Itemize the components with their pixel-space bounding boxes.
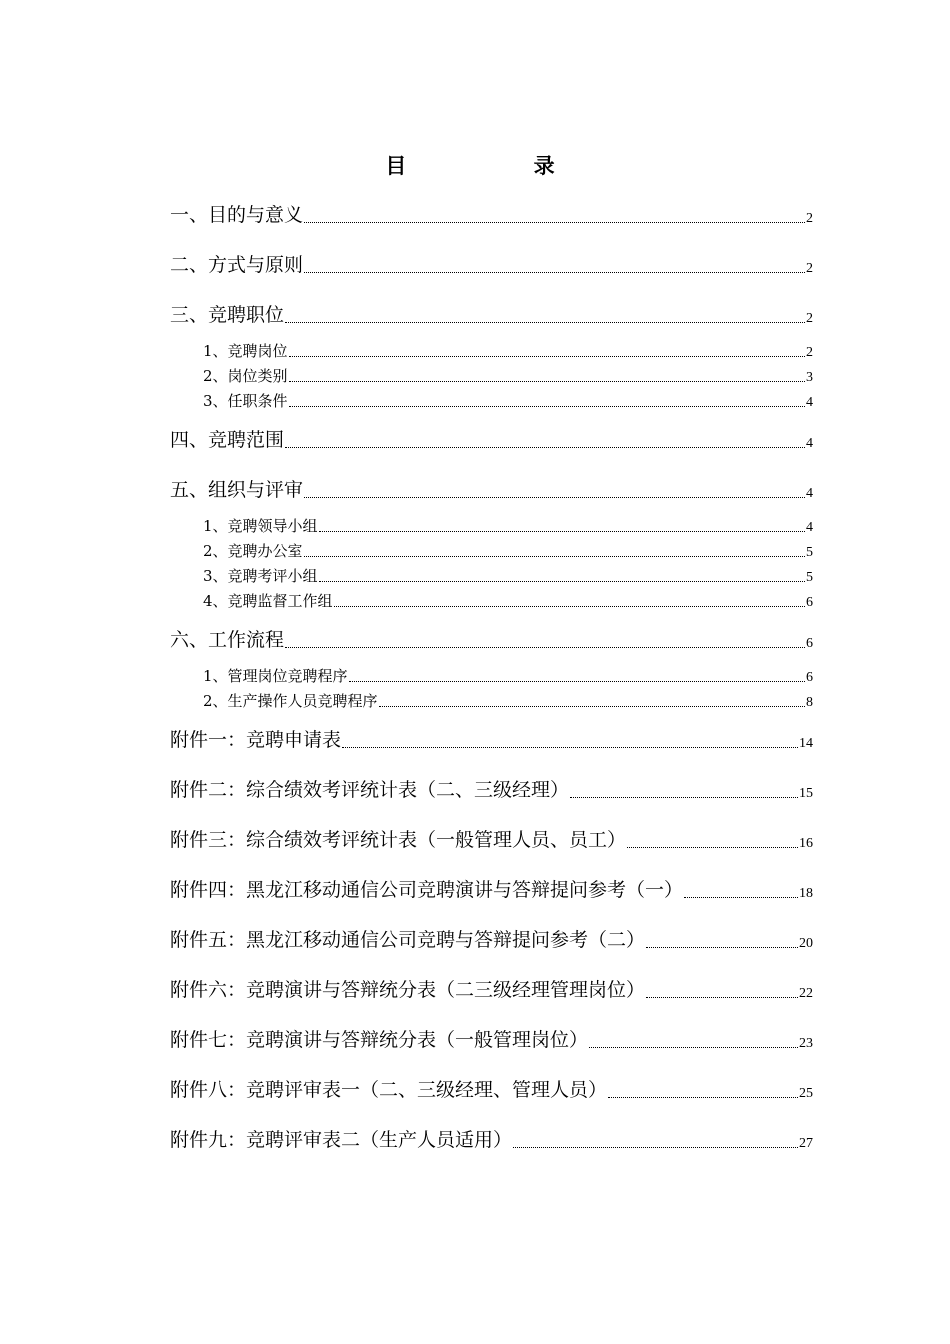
toc-entry-label: 附件七：竞聘演讲与答辩统分表（一般管理岗位） bbox=[170, 1029, 589, 1051]
toc-entry[interactable] bbox=[203, 590, 813, 611]
toc-page-number: 22 bbox=[799, 986, 813, 1001]
toc-entry-label: 附件五：黑龙江移动通信公司竞聘与答辩提问参考（二） bbox=[170, 929, 646, 951]
toc-entry-label: 附件六：竞聘演讲与答辩统分表（二三级经理管理岗位） bbox=[170, 979, 646, 1001]
toc-page-number: 25 bbox=[799, 1086, 813, 1101]
toc-entry-label: 附件一：竞聘申请表 bbox=[170, 729, 342, 751]
toc-dot-leader bbox=[319, 531, 805, 532]
toc-entry[interactable] bbox=[170, 925, 813, 952]
toc-dot-leader bbox=[285, 647, 805, 648]
toc-dot-leader bbox=[646, 947, 798, 948]
toc-entry[interactable] bbox=[170, 250, 813, 277]
toc-entry[interactable] bbox=[170, 475, 813, 502]
toc-dot-leader bbox=[334, 606, 805, 607]
toc-page-number: 6 bbox=[806, 636, 813, 651]
toc-entry[interactable] bbox=[203, 365, 813, 386]
toc-page-number: 2 bbox=[806, 261, 813, 276]
toc-entry[interactable] bbox=[170, 200, 813, 227]
toc-page-number: 5 bbox=[806, 545, 813, 560]
toc-page-number: 2 bbox=[806, 345, 813, 360]
toc-entry[interactable] bbox=[203, 565, 813, 586]
toc-dot-leader bbox=[627, 847, 798, 848]
toc-entry[interactable] bbox=[170, 725, 813, 752]
toc-entry[interactable] bbox=[170, 825, 813, 852]
toc-page-number: 4 bbox=[806, 486, 813, 501]
toc-dot-leader bbox=[570, 797, 798, 798]
toc-entry-label: 四、竞聘范围 bbox=[170, 429, 285, 451]
toc-entry[interactable] bbox=[170, 1025, 813, 1052]
toc-dot-leader bbox=[304, 272, 805, 273]
toc-page-number: 27 bbox=[799, 1136, 813, 1151]
toc-dot-leader bbox=[289, 381, 805, 382]
toc-dot-leader bbox=[285, 447, 805, 448]
toc-entry-label: 1、管理岗位竞聘程序 bbox=[203, 667, 348, 685]
toc-page-number: 8 bbox=[806, 695, 813, 710]
toc-page-number: 20 bbox=[799, 936, 813, 951]
toc-entry[interactable] bbox=[170, 625, 813, 652]
toc-dot-leader bbox=[289, 406, 805, 407]
toc-dot-leader bbox=[684, 897, 798, 898]
toc-entry-label: 1、竞聘岗位 bbox=[203, 342, 288, 360]
toc-entry[interactable] bbox=[170, 1125, 813, 1152]
toc-page-number: 6 bbox=[806, 670, 813, 685]
toc-entry[interactable] bbox=[170, 875, 813, 902]
toc-dot-leader bbox=[349, 681, 805, 682]
toc-dot-leader bbox=[589, 1047, 798, 1048]
toc-dot-leader bbox=[304, 556, 805, 557]
toc-entry-label: 二、方式与原则 bbox=[170, 254, 304, 276]
toc-entry[interactable] bbox=[203, 540, 813, 561]
toc-entry[interactable] bbox=[170, 425, 813, 452]
toc-entry-label: 2、竞聘办公室 bbox=[203, 542, 303, 560]
toc-page-number: 6 bbox=[806, 595, 813, 610]
toc-dot-leader bbox=[513, 1147, 798, 1148]
toc-page-number: 3 bbox=[806, 370, 813, 385]
toc-page-number: 4 bbox=[806, 395, 813, 410]
toc-page-number: 4 bbox=[806, 520, 813, 535]
toc-entry-label: 六、工作流程 bbox=[170, 629, 285, 651]
toc-page-number: 2 bbox=[806, 311, 813, 326]
toc-dot-leader bbox=[304, 497, 805, 498]
toc-entry-label: 附件八：竞聘评审表一（二、三级经理、管理人员） bbox=[170, 1079, 608, 1101]
toc-entry[interactable] bbox=[203, 665, 813, 686]
toc-entry[interactable] bbox=[170, 775, 813, 802]
toc-entry-label: 三、竞聘职位 bbox=[170, 304, 285, 326]
toc-page-number: 16 bbox=[799, 836, 813, 851]
toc-title: 目 录 bbox=[385, 153, 615, 178]
toc-dot-leader bbox=[342, 747, 798, 748]
toc-dot-leader bbox=[608, 1097, 798, 1098]
toc-entry-label: 2、生产操作人员竞聘程序 bbox=[203, 692, 378, 710]
toc-dot-leader bbox=[379, 706, 805, 707]
toc-entry[interactable] bbox=[170, 300, 813, 327]
toc-entry[interactable] bbox=[203, 690, 813, 711]
toc-entry-label: 五、组织与评审 bbox=[170, 479, 304, 501]
toc-entry-label: 2、岗位类别 bbox=[203, 367, 288, 385]
toc-entry-label: 一、目的与意义 bbox=[170, 204, 304, 226]
toc-entry[interactable] bbox=[170, 975, 813, 1002]
toc-page-number: 23 bbox=[799, 1036, 813, 1051]
toc-entry[interactable] bbox=[170, 1075, 813, 1102]
toc-entry-label: 附件二：综合绩效考评统计表（二、三级经理） bbox=[170, 779, 570, 801]
toc-page-number: 14 bbox=[799, 736, 813, 751]
toc-entry[interactable] bbox=[203, 340, 813, 361]
toc-page-number: 4 bbox=[806, 436, 813, 451]
toc-dot-leader bbox=[285, 322, 805, 323]
toc-entry[interactable] bbox=[203, 390, 813, 411]
toc-entry-label: 3、任职条件 bbox=[203, 392, 288, 410]
toc-entry[interactable] bbox=[203, 515, 813, 536]
toc-dot-leader bbox=[289, 356, 805, 357]
toc-entry-label: 1、竞聘领导小组 bbox=[203, 517, 318, 535]
toc-page-number: 15 bbox=[799, 786, 813, 801]
toc-entry-label: 附件四：黑龙江移动通信公司竞聘演讲与答辩提问参考（一） bbox=[170, 879, 684, 901]
toc-dot-leader bbox=[646, 997, 798, 998]
toc-page-number: 2 bbox=[806, 211, 813, 226]
toc-entry-label: 附件九：竞聘评审表二（生产人员适用） bbox=[170, 1129, 513, 1151]
toc-page-number: 5 bbox=[806, 570, 813, 585]
toc-dot-leader bbox=[304, 222, 805, 223]
toc-entry-label: 4、竞聘监督工作组 bbox=[203, 592, 333, 610]
toc-entry-label: 附件三：综合绩效考评统计表（一般管理人员、员工） bbox=[170, 829, 627, 851]
toc-dot-leader bbox=[319, 581, 805, 582]
toc-entry-label: 3、竞聘考评小组 bbox=[203, 567, 318, 585]
toc-page-number: 18 bbox=[799, 886, 813, 901]
